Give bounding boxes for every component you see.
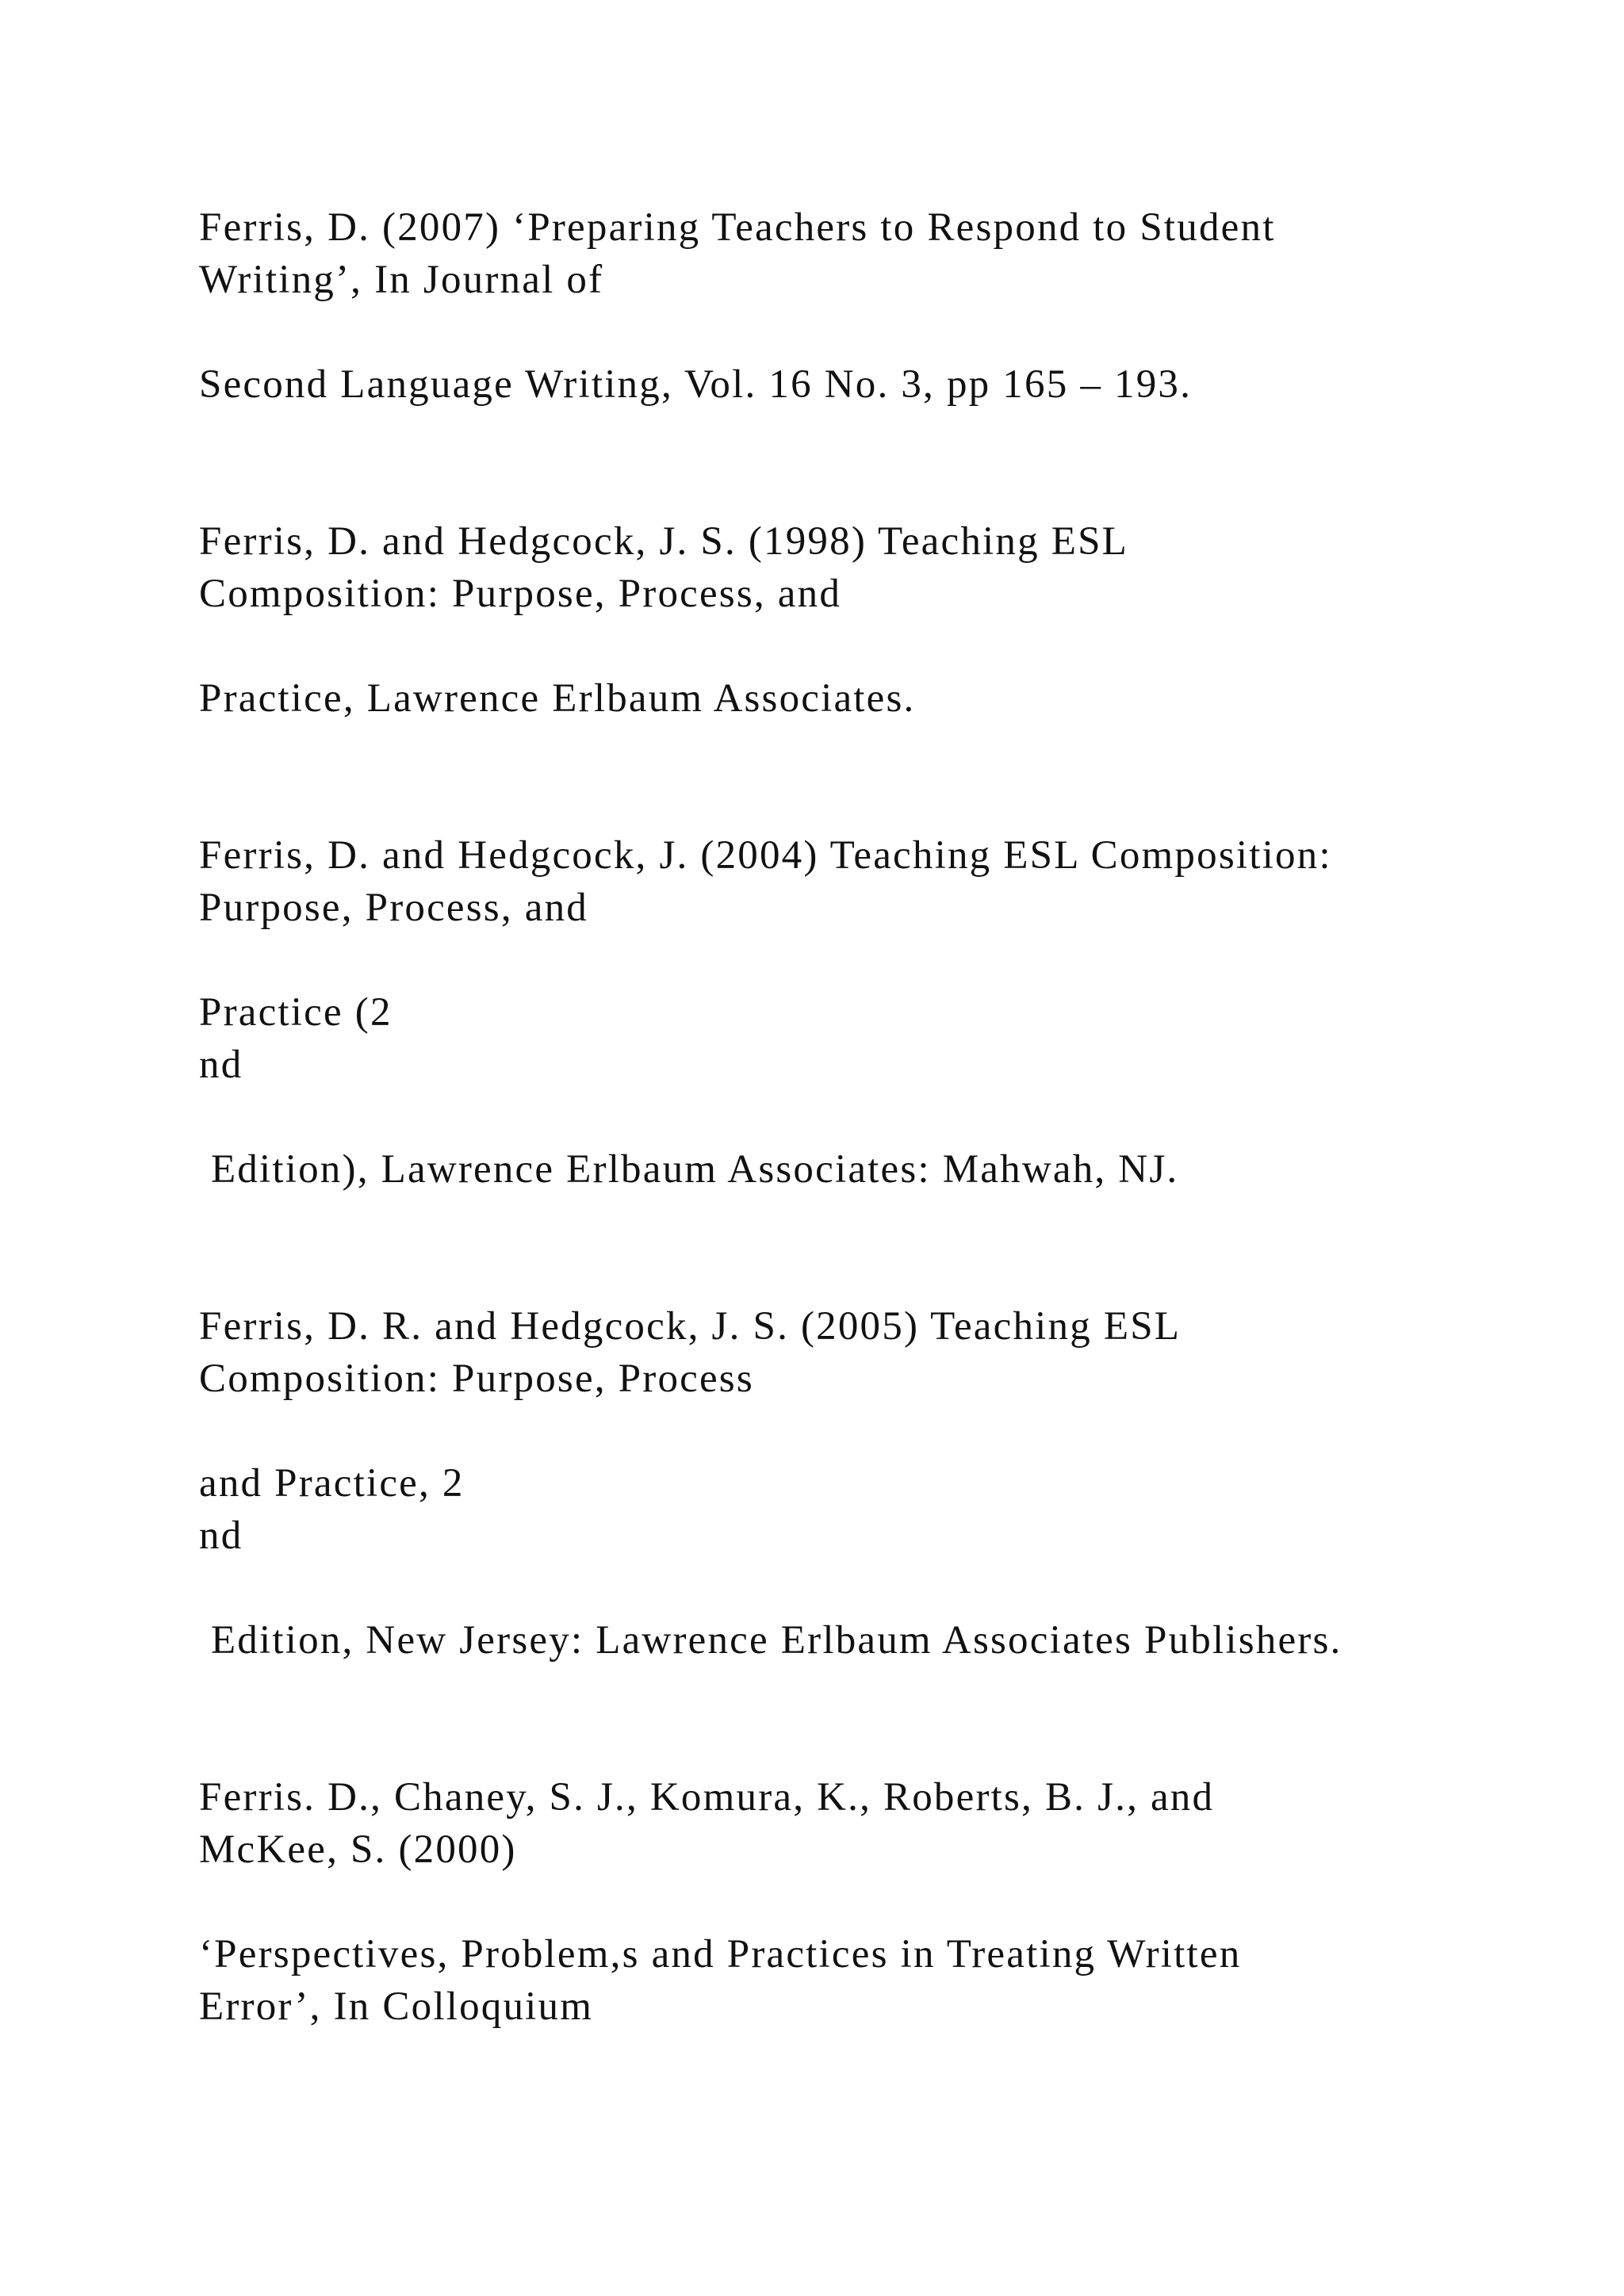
reference-3-line-5: Edition), Lawrence Erlbaum Associates: Mahwah, NJ.: [199, 1147, 1179, 1192]
reference-5-line-4: Error’, In Colloquium: [199, 1984, 594, 2029]
reference-2-line-3: Practice, Lawrence Erlbaum Associates.: [199, 676, 916, 721]
reference-3-line-3: Practice (2: [199, 990, 393, 1035]
reference-3-line-1: Ferris, D. and Hedgcock, J. (2004) Teaching ESL Composition:: [199, 833, 1332, 878]
reference-5-line-1: Ferris. D., Chaney, S. J., Komura, K., Roberts, B. J., and: [199, 1775, 1215, 1820]
reference-4-line-2: Composition: Purpose, Process: [199, 1357, 754, 1401]
reference-4-line-4: nd: [199, 1513, 243, 1558]
reference-2-line-1: Ferris, D. and Hedgcock, J. S. (1998) Teaching ESL: [199, 519, 1129, 564]
reference-4-line-3: and Practice, 2: [199, 1461, 465, 1506]
reference-1-line-2: Writing’, In Journal of: [199, 258, 604, 302]
reference-4-line-1: Ferris, D. R. and Hedgcock, J. S. (2005) Teaching ESL: [199, 1304, 1182, 1349]
reference-5-line-2: McKee, S. (2000): [199, 1827, 517, 1872]
reference-4-line-5: Edition, New Jersey: Lawrence Erlbaum Associates Publishers.: [199, 1618, 1342, 1663]
reference-2-line-2: Composition: Purpose, Process, and: [199, 572, 842, 616]
reference-3-line-4: nd: [199, 1043, 243, 1087]
reference-5-line-3: ‘Perspectives, Problem,s and Practices in Treating Written: [199, 1932, 1242, 1976]
reference-1-line-3: Second Language Writing, Vol. 16 No. 3, pp 165 – 193.: [199, 362, 1193, 407]
reference-1-line-1: Ferris, D. (2007) ‘Preparing Teachers to Respond to Student: [199, 205, 1276, 250]
reference-3-line-2: Purpose, Process, and: [199, 886, 588, 930]
